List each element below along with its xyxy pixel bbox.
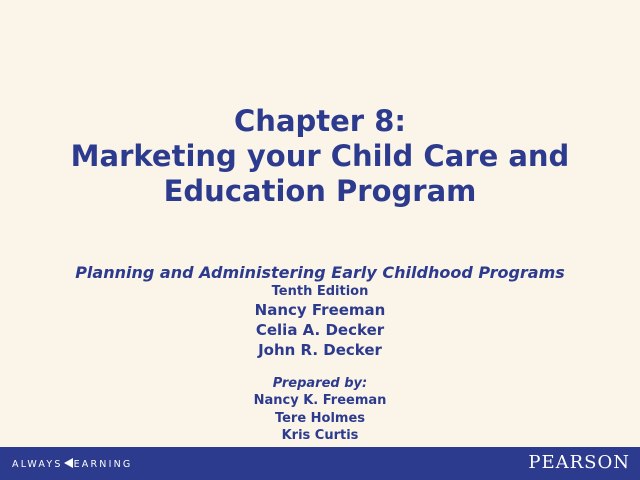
author-list <box>0 300 640 360</box>
author-name: Nancy Freeman <box>254 301 386 319</box>
title-line: Marketing your Child Care and <box>70 139 570 173</box>
always-learning-tagline <box>12 458 132 470</box>
preparer-name: Nancy K. Freeman <box>253 393 387 408</box>
slide-title <box>0 104 640 209</box>
footer-bar <box>0 447 640 480</box>
author-name: John R. Decker <box>258 341 382 359</box>
arrow-icon <box>64 458 73 468</box>
book-title: Planning and Administering Early Childhood Programs <box>75 263 565 282</box>
title-line: Chapter 8: <box>234 104 406 138</box>
preparer-name: Kris Curtis <box>281 428 359 443</box>
pearson-logo: PEARSON <box>528 452 630 473</box>
title-line: Education Program <box>163 174 477 208</box>
edition: Tenth Edition <box>271 284 369 299</box>
preparer-name: Tere Holmes <box>274 410 366 426</box>
author-name: Celia A. Decker <box>255 321 385 339</box>
tagline-left: ALWAYS <box>12 459 63 470</box>
preparer-list <box>0 392 640 445</box>
prepared-by-label: Prepared by: <box>272 376 368 391</box>
tagline-right: EARNING <box>73 459 133 470</box>
